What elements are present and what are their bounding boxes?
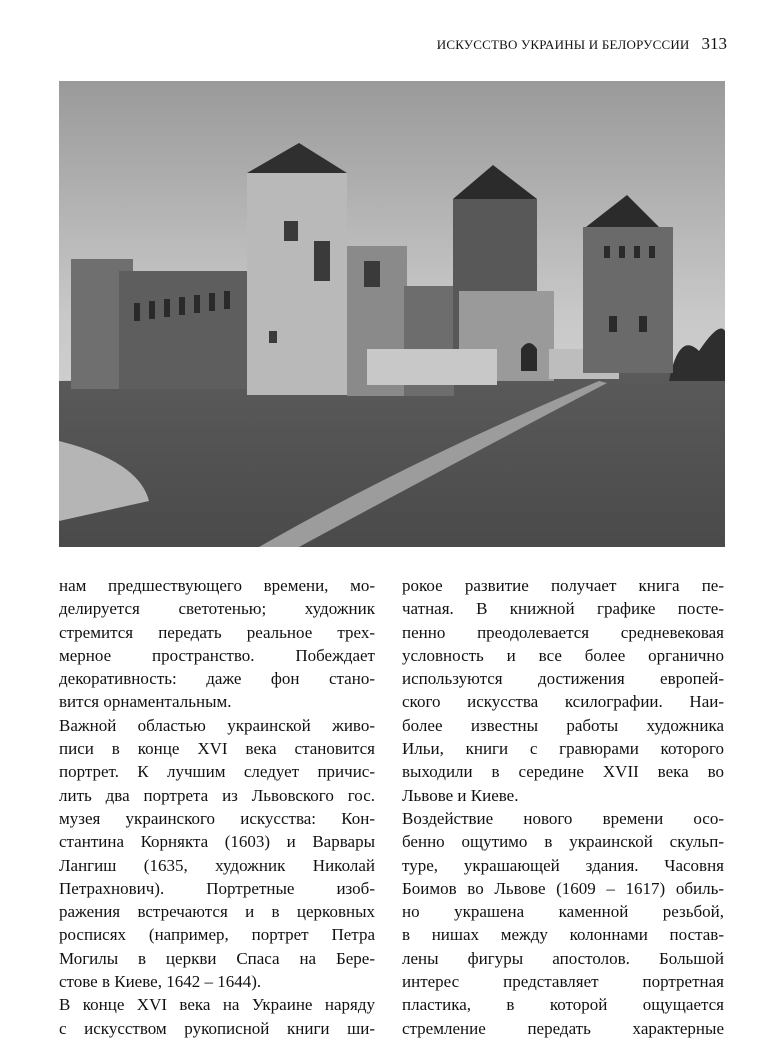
text-line: стремление передать характерные — [402, 1018, 724, 1038]
text-column-right — [402, 574, 724, 1044]
text-line: рокое развитие получает книга пе- — [402, 576, 724, 595]
text-line: Петрахнович). Портретные изоб- — [59, 878, 375, 898]
text-line: пластика, в которой ощущается — [402, 995, 724, 1015]
text-line: стове в Киеве, 1642 – 1644). — [59, 972, 262, 992]
text-line: с искусством рукописной книги ши- — [59, 1018, 375, 1038]
text-line: росписях (например, портрет Петра — [59, 925, 375, 945]
text-line: нам предшествующего времени, мо- — [59, 576, 375, 595]
text-line: В конце XVI века на Украине наряду — [59, 995, 375, 1015]
text-line: Ильи, книги с гравюрами которого — [402, 739, 724, 759]
text-line: бенно ощутимо в украинской скульп- — [402, 832, 724, 852]
text-line: но украшена каменной резьбой, — [402, 902, 724, 922]
text-line: интерес представляет портретная — [402, 972, 724, 992]
text-line: более известны работы художника — [402, 715, 724, 735]
text-line: стремится передать реальное трех- — [59, 622, 375, 642]
page-header — [405, 34, 727, 56]
text-line: выходили в середине XVII века во — [402, 762, 724, 782]
text-line: Могилы в церкви Спаса на Бере- — [59, 948, 375, 968]
text-column-left — [59, 574, 375, 1044]
text-line: туре, украшающей здания. Часовня — [402, 855, 724, 875]
text-line: музея украинского искусства: Кон- — [59, 808, 375, 828]
castle-photo-illustration — [59, 81, 725, 547]
text-line: Воздействие нового времени осо- — [402, 808, 724, 828]
text-line: Важной областью украинской живо- — [59, 715, 375, 735]
text-line: лить два портрета из Львовского гос. — [59, 785, 375, 805]
text-line: делируется светотенью; художник — [59, 599, 375, 619]
text-line: используются достижения европей- — [402, 669, 724, 689]
text-line: лены фигуры апостолов. Большой — [402, 948, 724, 968]
text-line: писи в конце XVI века становится — [59, 739, 375, 759]
text-line: вится орнаментальным. — [59, 692, 232, 712]
text-line: в нишах между колоннами постав- — [402, 925, 724, 945]
text-line: Львове и Киеве. — [402, 785, 519, 805]
text-line: условность и все более органично — [402, 645, 724, 665]
text-line: чатная. В книжной графике посте- — [402, 599, 724, 619]
castle-photograph — [59, 81, 725, 547]
text-line: мерное пространство. Побеждает — [59, 645, 375, 665]
text-line: декоративность: даже фон стано- — [59, 669, 375, 689]
text-line: портрет. К лучшим следует причис- — [59, 762, 375, 782]
text-line: ского искусства ксилографии. Наи- — [402, 692, 724, 712]
text-line: Боимов во Львове (1609 – 1617) обиль- — [402, 878, 724, 898]
text-line: стантина Корнякта (1603) и Варвары — [59, 832, 375, 852]
text-line: Лангиш (1635, художник Николай — [59, 855, 375, 875]
text-line: ражения встречаются и в церковных — [59, 902, 375, 922]
text-line: пенно преодолевается средневековая — [402, 622, 724, 642]
running-title: ИСКУССТВО УКРАИНЫ И БЕЛОРУССИИ — [436, 37, 690, 52]
page-number: 313 — [701, 34, 727, 53]
